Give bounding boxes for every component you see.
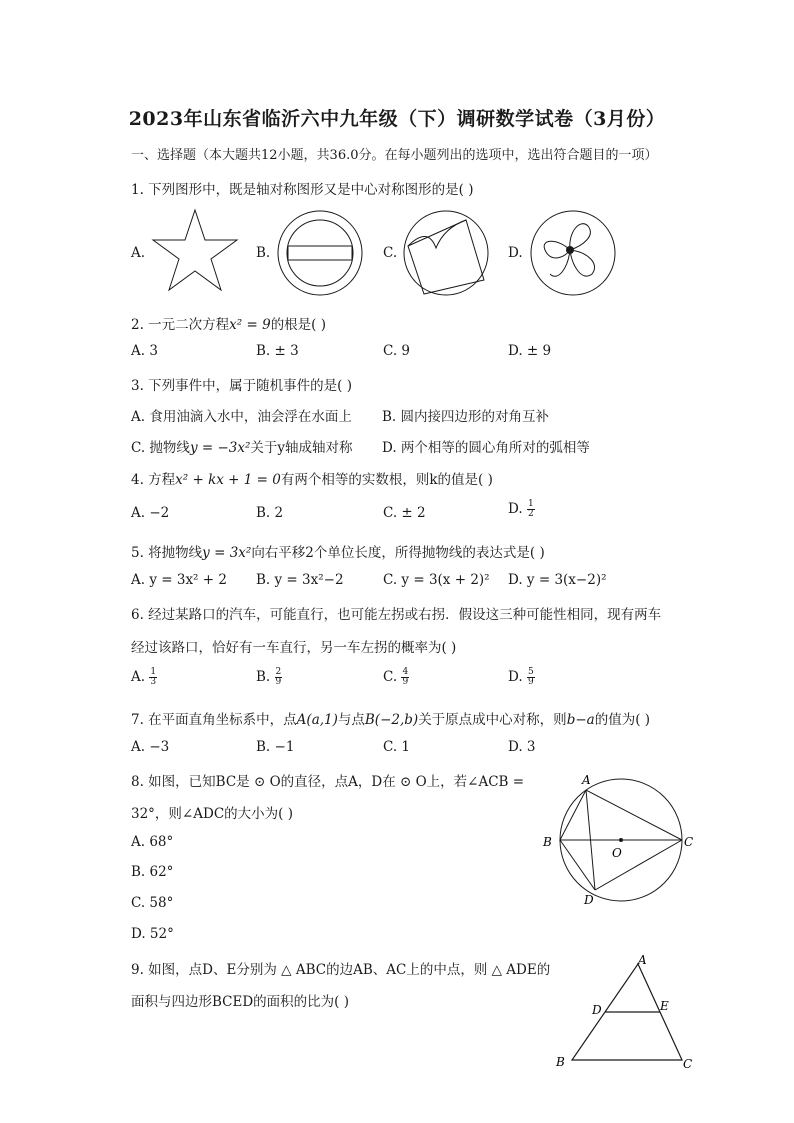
q4-option-d — [508, 500, 535, 519]
q3-option-c — [131, 436, 353, 456]
q3-option-d: D. 两个相等的圆心角所对的弧相等 — [382, 440, 590, 456]
q3-option-b: B. 圆内接四边形的对角互补 — [382, 409, 550, 425]
circle-diagram — [538, 770, 698, 910]
q4-option-d-label: D. — [508, 501, 523, 517]
q1-option-b: B. — [256, 245, 271, 261]
ring-figure — [275, 208, 365, 298]
q3-option-c-pre: C. 抛物线 — [131, 440, 190, 456]
q2-stem-pre: 2. 一元二次方程 — [131, 317, 230, 333]
q6-option-d-fraction: $\frac{5}{9}$ — [527, 667, 534, 687]
q1-option-c: C. — [383, 245, 398, 261]
q6-option-a-fraction: $\frac{1}{3}$ — [150, 667, 157, 687]
label-b: B — [543, 835, 552, 849]
label-c: C — [684, 835, 694, 849]
label-e: E — [660, 999, 669, 1013]
q4-stem-post: 有两个相等的实数根，则k的值是( ) — [280, 472, 493, 488]
star-figure — [150, 207, 240, 293]
q6-stem-line2: 经过该路口，恰好有一车直行，另一车左拐的概率为( ) — [131, 640, 457, 656]
q4-option-d-fraction: $\frac{1}{2}$ — [527, 499, 534, 519]
q2-stem-math: x² = 9 — [229, 317, 271, 333]
triangle-diagram — [552, 952, 702, 1076]
q6-option-a-label: A. — [131, 669, 146, 685]
heart-square-figure — [400, 208, 492, 298]
q7-option-c: C. 1 — [383, 739, 411, 755]
q7-option-a: A. −3 — [131, 739, 170, 755]
q5-stem-math: y = 3x² — [202, 545, 252, 561]
label-a: A — [582, 773, 591, 787]
q4-stem-pre: 4. 方程 — [131, 472, 176, 488]
q4-option-c: C. ± 2 — [383, 505, 426, 521]
q7-stem-point-b: B(−2,b) — [364, 712, 419, 728]
q8-option-a: A. 68° — [131, 834, 174, 850]
q8-option-d: D. 52° — [131, 926, 174, 942]
q6-option-b-label: B. — [256, 669, 271, 685]
q2-option-c: C. 9 — [383, 343, 411, 359]
q5-stem-pre: 5. 将抛物线 — [131, 545, 203, 561]
label-b: B — [556, 1055, 565, 1069]
q7-stem-mid2: 关于原点成中心对称，则 — [418, 712, 567, 728]
q4-stem — [131, 468, 493, 488]
q1-option-d: D. — [508, 245, 523, 261]
q2-option-b: B. ± 3 — [256, 343, 299, 359]
q6-option-d — [508, 668, 535, 687]
q2-stem-post: 的根是( ) — [270, 317, 327, 333]
label-d: D — [584, 893, 594, 907]
q4-stem-math: x² + kx + 1 = 0 — [175, 472, 281, 488]
q6-option-d-label: D. — [508, 669, 523, 685]
q6-option-c-label: C. — [383, 669, 398, 685]
q2-option-d: D. ± 9 — [508, 343, 552, 359]
label-o: O — [612, 846, 622, 860]
q5-stem — [131, 541, 545, 561]
q7-stem — [131, 708, 650, 728]
q3-stem: 3. 下列事件中，属于随机事件的是( ) — [131, 378, 352, 394]
q7-stem-pre: 7. 在平面直角坐标系中，点 — [131, 712, 297, 728]
label-c: C — [683, 1057, 693, 1071]
q6-option-c-fraction: $\frac{4}{9}$ — [402, 667, 409, 687]
q6-option-b — [256, 668, 282, 687]
q3-option-c-math: y = −3x² — [189, 440, 251, 456]
q3-option-c-post: 关于y轴成轴对称 — [250, 440, 353, 456]
q8-stem-line1: 8. 如图，已知BC是 ⊙ O的直径，点A，D在 ⊙ O上，若∠ACB = — [131, 774, 525, 790]
q7-option-d: D. 3 — [508, 739, 536, 755]
fan-figure — [528, 208, 618, 298]
q7-stem-mid: 与点 — [337, 712, 365, 728]
label-d: D — [592, 1003, 602, 1017]
q9-stem-line2: 面积与四边形BCED的面积的比为( ) — [131, 994, 350, 1010]
q4-option-a: A. −2 — [131, 505, 170, 521]
q3-option-a: A. 食用油滴入水中，油会浮在水面上 — [131, 409, 352, 425]
q7-stem-point-a: A(a,1) — [296, 712, 338, 728]
q7-stem-post: 的值为( ) — [594, 712, 651, 728]
q7-option-b: B. −1 — [256, 739, 295, 755]
q8-stem-line2: 32°，则∠ADC的大小为( ) — [131, 806, 293, 822]
q9-stem-line1: 9. 如图，点D、E分别为 △ ABC的边AB、AC上的中点，则 △ ADE的 — [131, 962, 551, 978]
q1-option-a: A. — [131, 245, 146, 261]
q4-option-b: B. 2 — [256, 505, 284, 521]
q6-stem-line1: 6. 经过某路口的汽车，可能直行，也可能左拐或右拐．假设这三种可能性相同，现有两车 — [131, 607, 662, 623]
section-heading: 一、选择题（本大题共12小题，共36.0分。在每小题列出的选项中，选出符合题目的一项） — [131, 148, 658, 163]
q7-stem-expr: b−a — [566, 712, 595, 728]
q5-option-d: D. y = 3(x−2)² — [508, 572, 607, 588]
q8-option-b: B. 62° — [131, 864, 174, 880]
q2-option-a: A. 3 — [131, 343, 158, 359]
page-title: 2023年山东省临沂六中九年级（下）调研数学试卷（3月份） — [128, 108, 666, 130]
q5-stem-post: 向右平移2个单位长度，所得抛物线的表达式是( ) — [251, 545, 545, 561]
q2-stem — [131, 313, 326, 333]
label-a: A — [638, 953, 647, 967]
q5-option-b: B. y = 3x²−2 — [256, 572, 344, 588]
q5-option-a: A. y = 3x² + 2 — [131, 572, 227, 588]
q5-option-c: C. y = 3(x + 2)² — [383, 572, 490, 588]
q6-option-c — [383, 668, 409, 687]
q1-stem: 1. 下列图形中，既是轴对称图形又是中心对称图形的是( ) — [131, 182, 474, 198]
q6-option-b-fraction: $\frac{2}{9}$ — [275, 667, 282, 687]
q6-option-a — [131, 668, 157, 687]
q8-option-c: C. 58° — [131, 895, 174, 911]
